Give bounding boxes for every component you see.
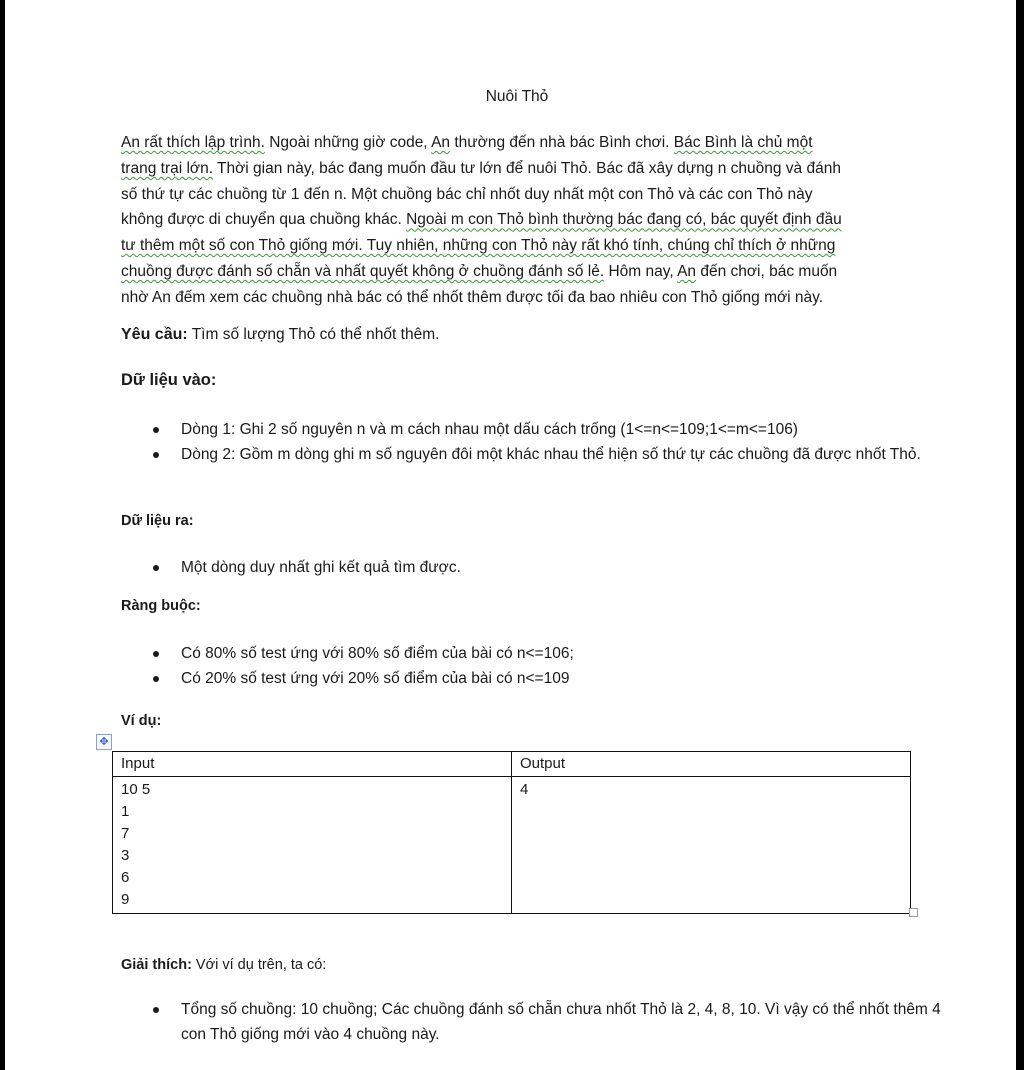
intro-text: Hôm nay, [604, 262, 678, 280]
intro-text: số thứ tự các chuồng từ 1 đến n. Một chuồng bác chỉ nhốt duy nhất một con Thỏ và các con Thỏ này [121, 185, 813, 203]
input-item-1: Dòng 1: Ghi 2 số nguyên n và m cách nhau một dấu cách trống (1<=n<=109;1<=m<=106) [181, 417, 941, 442]
explanation-label: Giải thích: [121, 957, 192, 973]
spellcheck-flagged-text: tư thêm một số con Thỏ giống mới. Tuy nhiên, những con Thỏ này rất khó tính, chúng chỉ thích ở những [121, 237, 836, 255]
spellcheck-flagged-text: trang trại lớn. [121, 159, 214, 177]
intro-line [121, 182, 911, 208]
intro-text: nhờ An đếm xem các chuồng nhà bác có thể nhốt thêm được tối đa bao nhiêu con Thỏ giống mới này. [121, 288, 824, 306]
table-header-output: Output [512, 752, 911, 777]
requirement-line [121, 326, 439, 344]
output-list [121, 555, 941, 580]
example-table [112, 751, 911, 914]
input-line: 1 [121, 803, 130, 820]
intro-text: đến chơi, bác muốn [696, 262, 838, 280]
intro-text: không được di chuyển qua chuồng khác. [121, 211, 407, 229]
input-line: 7 [121, 825, 130, 842]
output-heading: Dữ liệu ra: [121, 513, 194, 529]
example-heading: Ví dụ: [121, 713, 162, 729]
constraints-list [121, 641, 941, 691]
table-cell-output [512, 777, 911, 914]
spellcheck-flagged-text: An [677, 262, 697, 280]
document-title: Nuôi Thỏ [485, 88, 549, 105]
input-heading: Dữ liệu vào: [121, 371, 217, 389]
input-line: 10 5 [121, 781, 151, 798]
output-item-1: Một dòng duy nhất ghi kết quả tìm được. [181, 555, 941, 580]
intro-line [121, 207, 911, 233]
intro-line [121, 233, 911, 259]
spellcheck-flagged-text: Ngoài m con Thỏ bình thường bác đang có, bác quyết định đầu [406, 211, 842, 229]
explanation-list [121, 997, 941, 1047]
intro-text: thường đến nhà bác Bình chơi. [450, 134, 674, 151]
constraint-item-1: Có 80% số test ứng với 80% số điểm của bài có n<=106; [181, 641, 941, 666]
constraint-item-2: Có 20% số test ứng với 20% số điểm của bài có n<=109 [181, 666, 941, 691]
intro-paragraph [121, 130, 911, 311]
intro-text: Ngoài những giờ code, [264, 134, 432, 151]
constraints-heading: Ràng buộc: [121, 598, 201, 614]
input-line: 3 [121, 847, 130, 864]
intro-text: Thời gian này, bác đang muốn đầu tư lớn để nuôi Thỏ. Bác đã xây dựng n chuồng và đánh [213, 159, 841, 177]
input-line: 9 [121, 891, 130, 908]
intro-line [121, 130, 911, 156]
output-line: 4 [520, 781, 529, 798]
intro-line [121, 259, 911, 285]
table-row [113, 777, 911, 914]
document-page [5, 0, 1016, 1070]
resize-handle-icon[interactable] [909, 908, 918, 917]
input-line: 6 [121, 869, 130, 886]
table-header-row [113, 752, 911, 777]
spellcheck-flagged-text: An rất thích lập trình. [121, 134, 265, 151]
move-arrows-icon[interactable]: ✥ [96, 734, 112, 750]
explanation-line [121, 957, 326, 973]
requirement-label: Yêu cầu: [121, 326, 188, 343]
explanation-text: Với ví dụ trên, ta có: [191, 957, 327, 973]
input-list [121, 417, 941, 467]
spellcheck-flagged-text: chuồng được đánh số chẵn và nhất quyết không ở chuồng đánh số lẻ. [121, 262, 605, 280]
table-cell-input [113, 777, 512, 914]
requirement-text: Tìm số lượng Thỏ có thể nhốt thêm. [187, 326, 440, 343]
explanation-item-1: Tổng số chuồng: 10 chuồng; Các chuồng đánh số chẵn chưa nhốt Thỏ là 2, 4, 8, 10. Vì vậy có thể nhốt thêm 4 con Thỏ giống mới vào 4 chuồng này. [181, 997, 941, 1047]
table-header-input: Input [113, 752, 512, 777]
spellcheck-flagged-text: Bác Bình là chủ một [673, 134, 813, 151]
intro-line [121, 156, 911, 182]
intro-line [121, 285, 911, 311]
spellcheck-flagged-text: An [431, 134, 451, 151]
input-item-2: Dòng 2: Gồm m dòng ghi m số nguyên đôi một khác nhau thể hiện số thứ tự các chuồng đã được nhốt Thỏ. [181, 442, 941, 467]
